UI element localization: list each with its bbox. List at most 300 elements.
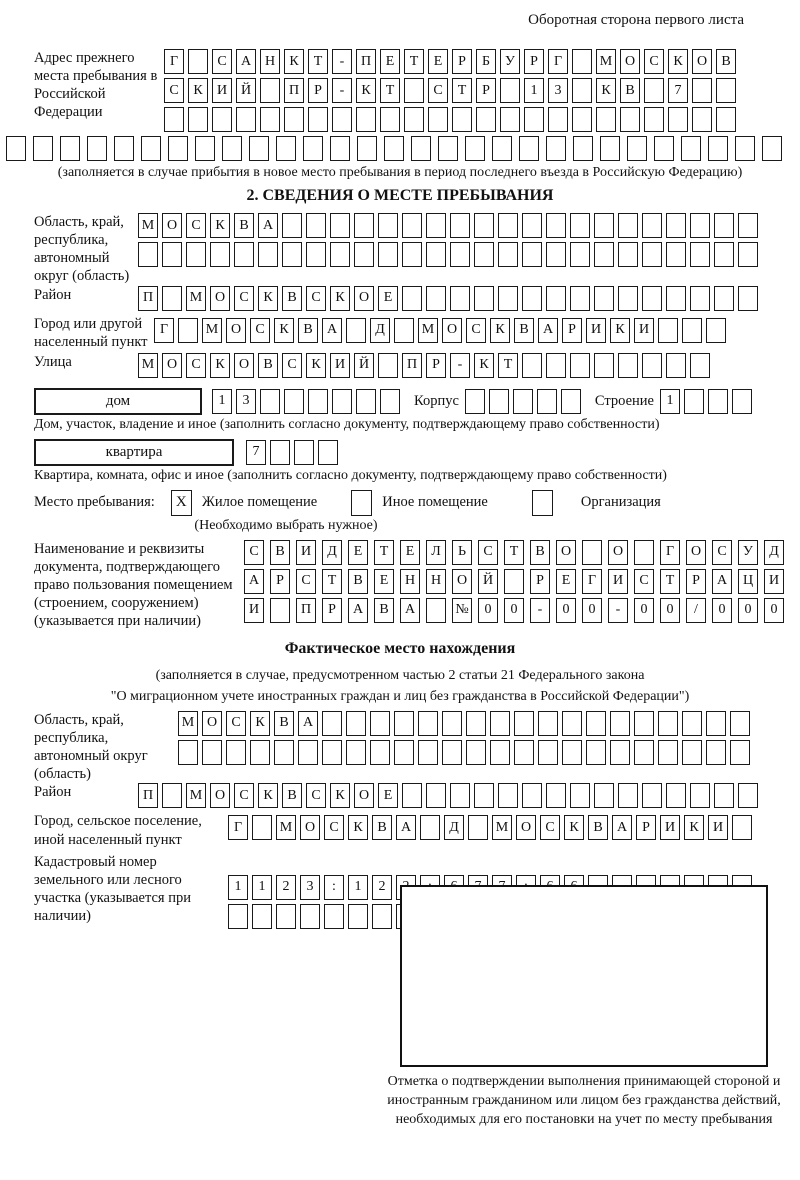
char-cell[interactable] <box>738 213 758 238</box>
char-cell[interactable]: А <box>322 318 342 343</box>
char-cell[interactable] <box>357 136 377 161</box>
char-cell[interactable] <box>168 136 188 161</box>
char-cell[interactable] <box>270 440 290 465</box>
char-cell[interactable] <box>738 286 758 311</box>
char-cell[interactable] <box>586 740 606 765</box>
char-cell[interactable] <box>418 711 438 736</box>
char-cell[interactable] <box>306 242 326 267</box>
char-cell[interactable] <box>570 213 590 238</box>
char-cell[interactable] <box>618 242 638 267</box>
char-cell[interactable] <box>188 49 208 74</box>
char-cell[interactable] <box>234 242 254 267</box>
char-cell[interactable] <box>716 107 736 132</box>
char-cell[interactable]: Л <box>426 540 446 565</box>
char-cell[interactable]: Е <box>400 540 420 565</box>
char-cell[interactable] <box>658 740 678 765</box>
char-cell[interactable] <box>692 78 712 103</box>
char-cell[interactable] <box>466 711 486 736</box>
char-cell[interactable] <box>228 904 248 929</box>
char-cell[interactable]: Б <box>476 49 496 74</box>
char-cell[interactable] <box>546 213 566 238</box>
char-cell[interactable] <box>370 740 390 765</box>
char-cell[interactable] <box>690 242 710 267</box>
char-cell[interactable] <box>572 78 592 103</box>
char-cell[interactable]: К <box>210 213 230 238</box>
char-cell[interactable]: В <box>258 353 278 378</box>
char-cell[interactable]: М <box>138 213 158 238</box>
char-cell[interactable] <box>282 242 302 267</box>
char-cell[interactable]: 0 <box>712 598 732 623</box>
char-cell[interactable] <box>411 136 431 161</box>
char-cell[interactable]: О <box>556 540 576 565</box>
char-cell[interactable] <box>498 213 518 238</box>
char-cell[interactable]: И <box>764 569 784 594</box>
char-cell[interactable]: М <box>202 318 222 343</box>
char-cell[interactable] <box>372 904 392 929</box>
char-cell[interactable] <box>738 242 758 267</box>
checkbox-residential[interactable]: X <box>171 490 192 516</box>
char-cell[interactable] <box>634 711 654 736</box>
char-cell[interactable] <box>513 389 533 414</box>
char-cell[interactable]: 1 <box>212 389 232 414</box>
char-cell[interactable]: Р <box>452 49 472 74</box>
char-cell[interactable]: В <box>274 711 294 736</box>
char-cell[interactable] <box>522 286 542 311</box>
char-cell[interactable] <box>658 711 678 736</box>
char-cell[interactable]: К <box>188 78 208 103</box>
char-cell[interactable] <box>492 136 512 161</box>
char-cell[interactable] <box>346 740 366 765</box>
char-cell[interactable] <box>522 783 542 808</box>
char-cell[interactable]: О <box>442 318 462 343</box>
char-cell[interactable] <box>474 286 494 311</box>
char-cell[interactable]: О <box>234 353 254 378</box>
char-cell[interactable] <box>322 711 342 736</box>
char-cell[interactable]: 0 <box>660 598 680 623</box>
char-cell[interactable] <box>562 740 582 765</box>
char-cell[interactable]: К <box>330 286 350 311</box>
char-cell[interactable] <box>282 213 302 238</box>
char-cell[interactable] <box>442 711 462 736</box>
char-cell[interactable]: Й <box>354 353 374 378</box>
char-cell[interactable] <box>600 136 620 161</box>
char-cell[interactable] <box>610 711 630 736</box>
char-cell[interactable] <box>378 242 398 267</box>
char-cell[interactable] <box>356 389 376 414</box>
char-cell[interactable]: А <box>612 815 632 840</box>
char-cell[interactable] <box>370 711 390 736</box>
char-cell[interactable] <box>308 107 328 132</box>
char-cell[interactable] <box>634 740 654 765</box>
char-cell[interactable]: С <box>428 78 448 103</box>
char-cell[interactable]: Ь <box>452 540 472 565</box>
char-cell[interactable]: С <box>466 318 486 343</box>
char-cell[interactable] <box>572 107 592 132</box>
char-cell[interactable]: А <box>348 598 368 623</box>
char-cell[interactable] <box>690 286 710 311</box>
char-cell[interactable] <box>212 107 232 132</box>
char-cell[interactable] <box>330 242 350 267</box>
char-cell[interactable] <box>522 353 542 378</box>
char-cell[interactable]: К <box>356 78 376 103</box>
char-cell[interactable] <box>546 242 566 267</box>
char-cell[interactable] <box>474 783 494 808</box>
char-cell[interactable]: М <box>418 318 438 343</box>
char-cell[interactable] <box>570 286 590 311</box>
char-cell[interactable] <box>114 136 134 161</box>
char-cell[interactable] <box>730 740 750 765</box>
char-cell[interactable]: У <box>738 540 758 565</box>
char-cell[interactable]: П <box>296 598 316 623</box>
char-cell[interactable]: С <box>234 783 254 808</box>
char-cell[interactable] <box>642 353 662 378</box>
char-cell[interactable]: О <box>692 49 712 74</box>
char-cell[interactable]: У <box>500 49 520 74</box>
char-cell[interactable]: А <box>244 569 264 594</box>
char-cell[interactable] <box>330 136 350 161</box>
char-cell[interactable]: П <box>284 78 304 103</box>
char-cell[interactable]: Е <box>378 783 398 808</box>
char-cell[interactable] <box>6 136 26 161</box>
char-cell[interactable] <box>260 107 280 132</box>
char-cell[interactable]: Д <box>370 318 390 343</box>
char-cell[interactable] <box>394 711 414 736</box>
char-cell[interactable] <box>466 740 486 765</box>
char-cell[interactable] <box>682 318 702 343</box>
char-cell[interactable] <box>276 904 296 929</box>
char-cell[interactable] <box>618 783 638 808</box>
char-cell[interactable]: 0 <box>764 598 784 623</box>
char-cell[interactable]: С <box>244 540 264 565</box>
char-cell[interactable] <box>298 740 318 765</box>
char-cell[interactable]: И <box>708 815 728 840</box>
char-cell[interactable] <box>33 136 53 161</box>
char-cell[interactable] <box>394 740 414 765</box>
char-cell[interactable] <box>426 286 446 311</box>
char-cell[interactable] <box>666 242 686 267</box>
char-cell[interactable] <box>654 136 674 161</box>
char-cell[interactable]: С <box>186 213 206 238</box>
char-cell[interactable]: Г <box>660 540 680 565</box>
char-cell[interactable]: А <box>298 711 318 736</box>
char-cell[interactable] <box>420 815 440 840</box>
char-cell[interactable]: С <box>644 49 664 74</box>
char-cell[interactable]: О <box>162 353 182 378</box>
char-cell[interactable]: И <box>296 540 316 565</box>
char-cell[interactable]: М <box>178 711 198 736</box>
char-cell[interactable] <box>489 389 509 414</box>
char-cell[interactable]: 0 <box>478 598 498 623</box>
char-cell[interactable]: 3 <box>300 875 320 900</box>
char-cell[interactable] <box>138 242 158 267</box>
char-cell[interactable]: К <box>596 78 616 103</box>
char-cell[interactable]: С <box>164 78 184 103</box>
char-cell[interactable]: И <box>608 569 628 594</box>
char-cell[interactable] <box>642 783 662 808</box>
char-cell[interactable]: Т <box>452 78 472 103</box>
char-cell[interactable]: Т <box>404 49 424 74</box>
char-cell[interactable]: О <box>202 711 222 736</box>
char-cell[interactable] <box>450 783 470 808</box>
char-cell[interactable]: 2 <box>276 875 296 900</box>
char-cell[interactable] <box>426 213 446 238</box>
char-cell[interactable]: Р <box>308 78 328 103</box>
char-cell[interactable] <box>714 242 734 267</box>
char-cell[interactable]: - <box>332 49 352 74</box>
char-cell[interactable]: И <box>634 318 654 343</box>
char-cell[interactable]: Т <box>322 569 342 594</box>
char-cell[interactable]: В <box>270 540 290 565</box>
char-cell[interactable] <box>490 711 510 736</box>
char-cell[interactable]: С <box>234 286 254 311</box>
char-cell[interactable] <box>522 213 542 238</box>
char-cell[interactable]: Н <box>400 569 420 594</box>
char-cell[interactable]: К <box>668 49 688 74</box>
char-cell[interactable] <box>164 107 184 132</box>
char-cell[interactable]: С <box>634 569 654 594</box>
char-cell[interactable]: Ц <box>738 569 758 594</box>
char-cell[interactable] <box>666 783 686 808</box>
char-cell[interactable] <box>87 136 107 161</box>
char-cell[interactable]: А <box>400 598 420 623</box>
char-cell[interactable]: 0 <box>634 598 654 623</box>
char-cell[interactable]: Р <box>686 569 706 594</box>
char-cell[interactable]: Н <box>260 49 280 74</box>
char-cell[interactable]: В <box>234 213 254 238</box>
char-cell[interactable] <box>668 107 688 132</box>
char-cell[interactable]: Г <box>582 569 602 594</box>
char-cell[interactable]: В <box>620 78 640 103</box>
char-cell[interactable] <box>324 904 344 929</box>
char-cell[interactable] <box>732 815 752 840</box>
char-cell[interactable]: Е <box>428 49 448 74</box>
char-cell[interactable]: М <box>492 815 512 840</box>
char-cell[interactable] <box>284 389 304 414</box>
checkbox-organization[interactable] <box>532 490 553 516</box>
char-cell[interactable] <box>627 136 647 161</box>
char-cell[interactable] <box>418 740 438 765</box>
char-cell[interactable]: Р <box>270 569 290 594</box>
char-cell[interactable] <box>708 389 728 414</box>
char-cell[interactable] <box>141 136 161 161</box>
char-cell[interactable] <box>618 213 638 238</box>
char-cell[interactable] <box>714 783 734 808</box>
char-cell[interactable] <box>634 540 654 565</box>
char-cell[interactable] <box>252 815 272 840</box>
char-cell[interactable] <box>666 286 686 311</box>
char-cell[interactable] <box>465 136 485 161</box>
char-cell[interactable] <box>222 136 242 161</box>
char-cell[interactable] <box>738 783 758 808</box>
char-cell[interactable]: Г <box>228 815 248 840</box>
char-cell[interactable]: 7 <box>246 440 266 465</box>
char-cell[interactable] <box>284 107 304 132</box>
char-cell[interactable] <box>468 815 488 840</box>
char-cell[interactable]: С <box>226 711 246 736</box>
char-cell[interactable]: Р <box>426 353 446 378</box>
char-cell[interactable]: С <box>186 353 206 378</box>
char-cell[interactable] <box>274 740 294 765</box>
char-cell[interactable] <box>573 136 593 161</box>
char-cell[interactable]: Е <box>374 569 394 594</box>
char-cell[interactable] <box>538 711 558 736</box>
char-cell[interactable]: О <box>452 569 472 594</box>
char-cell[interactable] <box>249 136 269 161</box>
char-cell[interactable]: М <box>596 49 616 74</box>
char-cell[interactable] <box>498 783 518 808</box>
char-cell[interactable]: В <box>588 815 608 840</box>
char-cell[interactable]: О <box>608 540 628 565</box>
char-cell[interactable]: 3 <box>548 78 568 103</box>
char-cell[interactable] <box>708 136 728 161</box>
char-cell[interactable] <box>346 711 366 736</box>
char-cell[interactable] <box>561 389 581 414</box>
char-cell[interactable] <box>682 740 702 765</box>
char-cell[interactable]: / <box>686 598 706 623</box>
char-cell[interactable] <box>178 318 198 343</box>
char-cell[interactable] <box>514 740 534 765</box>
char-cell[interactable]: А <box>396 815 416 840</box>
char-cell[interactable] <box>202 740 222 765</box>
char-cell[interactable] <box>404 78 424 103</box>
char-cell[interactable] <box>426 242 446 267</box>
char-cell[interactable]: И <box>586 318 606 343</box>
char-cell[interactable] <box>570 242 590 267</box>
char-cell[interactable] <box>210 242 230 267</box>
char-cell[interactable] <box>402 783 422 808</box>
char-cell[interactable] <box>450 242 470 267</box>
char-cell[interactable] <box>332 389 352 414</box>
char-cell[interactable] <box>402 213 422 238</box>
char-cell[interactable]: Е <box>556 569 576 594</box>
char-cell[interactable]: К <box>306 353 326 378</box>
char-cell[interactable]: С <box>306 783 326 808</box>
char-cell[interactable] <box>682 711 702 736</box>
char-cell[interactable] <box>519 136 539 161</box>
char-cell[interactable]: С <box>540 815 560 840</box>
char-cell[interactable]: О <box>516 815 536 840</box>
char-cell[interactable] <box>642 286 662 311</box>
char-cell[interactable]: К <box>684 815 704 840</box>
char-cell[interactable] <box>618 286 638 311</box>
char-cell[interactable] <box>681 136 701 161</box>
char-cell[interactable]: К <box>274 318 294 343</box>
char-cell[interactable] <box>498 242 518 267</box>
char-cell[interactable]: 1 <box>252 875 272 900</box>
char-cell[interactable]: Г <box>548 49 568 74</box>
char-cell[interactable]: С <box>306 286 326 311</box>
char-cell[interactable]: М <box>276 815 296 840</box>
char-cell[interactable]: О <box>226 318 246 343</box>
char-cell[interactable] <box>476 107 496 132</box>
char-cell[interactable]: О <box>686 540 706 565</box>
char-cell[interactable] <box>252 904 272 929</box>
char-cell[interactable] <box>162 242 182 267</box>
char-cell[interactable]: № <box>452 598 472 623</box>
char-cell[interactable]: Е <box>380 49 400 74</box>
char-cell[interactable]: П <box>138 783 158 808</box>
char-cell[interactable]: - <box>450 353 470 378</box>
char-cell[interactable] <box>260 78 280 103</box>
char-cell[interactable]: Д <box>764 540 784 565</box>
char-cell[interactable]: К <box>348 815 368 840</box>
char-cell[interactable]: О <box>162 213 182 238</box>
char-cell[interactable]: П <box>138 286 158 311</box>
char-cell[interactable] <box>330 213 350 238</box>
char-cell[interactable]: А <box>236 49 256 74</box>
char-cell[interactable] <box>178 740 198 765</box>
char-cell[interactable]: Т <box>308 49 328 74</box>
char-cell[interactable]: 1 <box>524 78 544 103</box>
char-cell[interactable] <box>195 136 215 161</box>
char-cell[interactable] <box>538 740 558 765</box>
char-cell[interactable]: В <box>298 318 318 343</box>
char-cell[interactable] <box>380 107 400 132</box>
char-cell[interactable] <box>498 286 518 311</box>
char-cell[interactable]: 0 <box>556 598 576 623</box>
char-cell[interactable]: С <box>296 569 316 594</box>
char-cell[interactable]: С <box>324 815 344 840</box>
char-cell[interactable]: А <box>712 569 732 594</box>
char-cell[interactable]: И <box>244 598 264 623</box>
char-cell[interactable]: О <box>620 49 640 74</box>
char-cell[interactable] <box>684 389 704 414</box>
char-cell[interactable]: В <box>374 598 394 623</box>
char-cell[interactable] <box>594 286 614 311</box>
char-cell[interactable]: С <box>250 318 270 343</box>
char-cell[interactable] <box>714 286 734 311</box>
char-cell[interactable] <box>188 107 208 132</box>
char-cell[interactable] <box>690 213 710 238</box>
char-cell[interactable]: М <box>186 783 206 808</box>
char-cell[interactable] <box>346 318 366 343</box>
char-cell[interactable] <box>250 740 270 765</box>
char-cell[interactable]: Й <box>236 78 256 103</box>
char-cell[interactable]: П <box>356 49 376 74</box>
char-cell[interactable]: Т <box>380 78 400 103</box>
char-cell[interactable] <box>716 78 736 103</box>
char-cell[interactable] <box>465 389 485 414</box>
char-cell[interactable]: С <box>478 540 498 565</box>
char-cell[interactable] <box>318 440 338 465</box>
char-cell[interactable] <box>500 78 520 103</box>
char-cell[interactable] <box>402 242 422 267</box>
checkbox-other-premises[interactable] <box>351 490 372 516</box>
char-cell[interactable] <box>706 318 726 343</box>
char-cell[interactable]: К <box>564 815 584 840</box>
char-cell[interactable]: Т <box>504 540 524 565</box>
char-cell[interactable] <box>714 213 734 238</box>
char-cell[interactable]: В <box>348 569 368 594</box>
char-cell[interactable] <box>438 136 458 161</box>
char-cell[interactable] <box>162 286 182 311</box>
char-cell[interactable]: К <box>210 353 230 378</box>
char-cell[interactable]: 1 <box>228 875 248 900</box>
char-cell[interactable]: О <box>300 815 320 840</box>
char-cell[interactable] <box>690 353 710 378</box>
char-cell[interactable]: 0 <box>582 598 602 623</box>
char-cell[interactable]: Р <box>530 569 550 594</box>
char-cell[interactable]: 7 <box>668 78 688 103</box>
char-cell[interactable]: Г <box>154 318 174 343</box>
char-cell[interactable] <box>546 136 566 161</box>
char-cell[interactable] <box>270 598 290 623</box>
char-cell[interactable] <box>610 740 630 765</box>
char-cell[interactable]: С <box>212 49 232 74</box>
char-cell[interactable]: 0 <box>738 598 758 623</box>
char-cell[interactable] <box>546 783 566 808</box>
char-cell[interactable] <box>452 107 472 132</box>
